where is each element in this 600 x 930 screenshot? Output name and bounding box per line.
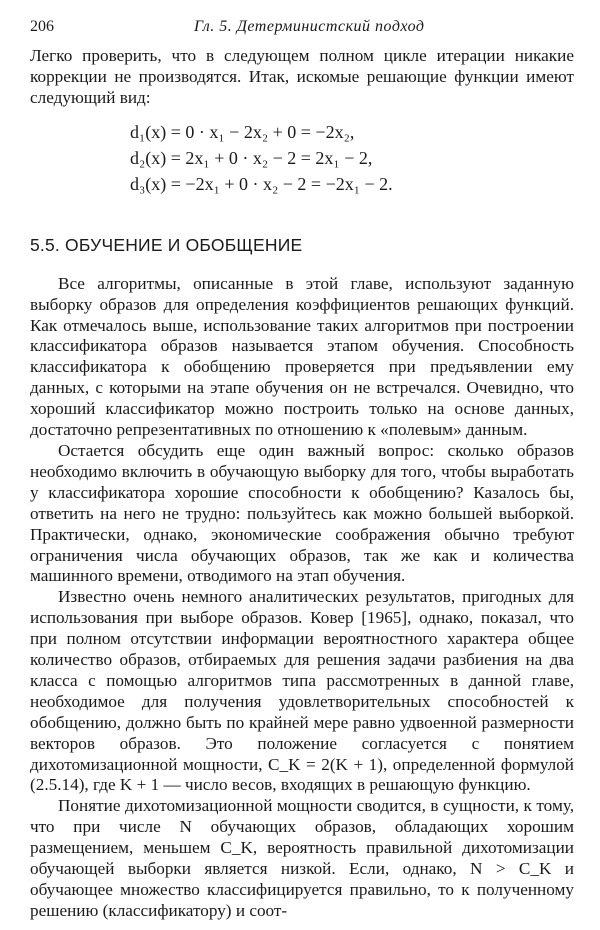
book-page <box>30 18 574 922</box>
page-header <box>30 18 574 46</box>
paragraph-3: Известно очень немного аналитических результатов, пригодных для использования при выборе образов. Ковер [1965], однако, показал, что при полном отсутствии информации вероятностного характера общее количество образов, отбираемых для решения задачи разбиения на два класса с помощью алгоритмов типа рассмотренных в данной главе, необходимое для получения удовлетворительных способностей к обобщению, должно быть по крайней мере равно удвоенной размерности векторов образов. Это положение согласуется с понятием дихотомизационной мощности, C_K = 2(K + 1), определенной формулой (2.5.14), где K + 1 — число весов, входящих в решающую функцию. <box>30 587 574 795</box>
page-number: 206 <box>30 18 54 35</box>
equation-block <box>130 119 574 197</box>
paragraph-2: Остается обсудить еще один важный вопрос: сколько образов необходимо включить в обучающую выборку для того, чтобы выработать у классификатора хорошие способности к обобщению? Казалось бы, ответить на него не трудно: пользуйтесь как можно большей выборкой. Практически, однако, экономические соображения обычно требуют ограничения числа обучающих образов, так же как и количества машинного времени, отводимого на этап обучения. <box>30 440 574 586</box>
intro-paragraph: Легко проверить, что в следующем полном цикле итерации никакие коррекции не производятся. Итак, искомые решающие функции имеют следующий вид: <box>30 46 574 107</box>
paragraph-4: Понятие дихотомизационной мощности сводится, в сущности, к тому, что при числе N обучающих образов, обладающих хорошим размещением, меньшем C_K, вероятность правильной дихотомизации обучающей выборки является низкой. Если, однако, N > C_K и обучающее множество классифицируется правильно, то к полученному решению (классификатору) и соот- <box>30 796 574 920</box>
paragraph-1: Все алгоритмы, описанные в этой главе, используют заданную выборку образов для определения коэффициентов решающих функций. Как отмечалось выше, использование таких алгоритмов при построении классификатора образов называется этапом обучения. Способность классификатора к обобщению проверяется при предъявлении ему данных, с которыми на этапе обучения он не встречался. Очевидно, что хороший классификатор можно построить только на основе данных, достаточно репрезентативных по отношению к «полевым» данным. <box>30 273 574 440</box>
equation-d1: d₁(x) = 0 · x₁ − 2x₂ + 0 = −2x₂, <box>130 121 355 142</box>
section-title: 5.5. ОБУЧЕНИЕ И ОБОБЩЕНИЕ <box>30 234 303 255</box>
running-title: Гл. 5. Детерминистский подход <box>194 18 425 35</box>
equation-d2: d₂(x) = 2x₁ + 0 · x₂ − 2 = 2x₁ − 2, <box>130 147 373 168</box>
equation-d3: d₃(x) = −2x₁ + 0 · x₂ − 2 = −2x₁ − 2. <box>130 173 393 194</box>
